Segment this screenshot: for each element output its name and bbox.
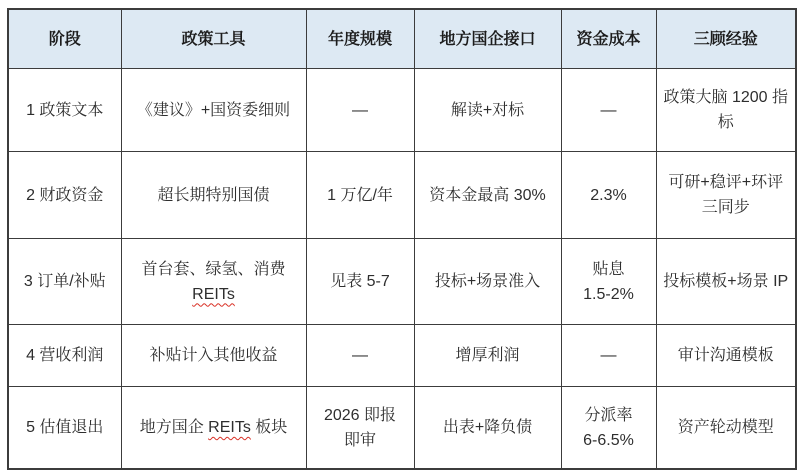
cell-policy-tool: 超长期特别国债 (121, 152, 306, 239)
cell-soe-interface: 投标+场景准入 (414, 239, 561, 325)
table-row-valuation-exit (8, 387, 796, 470)
cell-soe-interface: 资本金最高 30% (414, 152, 561, 239)
cell-capital-cost: — (561, 69, 656, 152)
table-row-revenue-profit (8, 325, 796, 387)
cell-policy-tool (121, 387, 306, 470)
misspelled-word: REITs (208, 419, 251, 436)
cell-text-line2: 即审 (343, 431, 376, 449)
cell-stage: 3 订单/补贴 (8, 239, 121, 325)
cell-sangu-experience: 审计沟通模板 (656, 325, 796, 387)
policy-stage-table (7, 8, 797, 470)
cell-capital-cost (561, 387, 656, 470)
cell-sangu-experience: 可研+稳评+环评三同步 (656, 152, 796, 239)
cell-soe-interface: 出表+降负债 (414, 387, 561, 470)
cell-text: 板块 (250, 419, 288, 436)
cell-annual-scale (306, 387, 414, 470)
cell-text: 地方国企 (139, 419, 209, 436)
cell-annual-scale: — (306, 69, 414, 152)
cell-stage: 1 政策文本 (8, 69, 121, 152)
cell-annual-scale: 见表 5-7 (306, 239, 414, 325)
cell-capital-cost: 2.3% (561, 152, 656, 239)
cell-stage: 4 营收利润 (8, 325, 121, 387)
header-cell-capital-cost: 资金成本 (561, 9, 656, 69)
table-row-fiscal-funds (8, 152, 796, 239)
cell-sangu-experience: 政策大脑 1200 指标 (656, 69, 796, 152)
cell-text-line1: 贴息 (592, 260, 625, 278)
cell-stage: 2 财政资金 (8, 152, 121, 239)
header-cell-annual-scale: 年度规模 (306, 9, 414, 69)
cell-sangu-experience: 投标模板+场景 IP (656, 239, 796, 325)
cell-soe-interface: 增厚利润 (414, 325, 561, 387)
cell-text-line2: 6-6.5% (583, 431, 634, 449)
cell-text: 首台套、绿氢、消费 (141, 260, 286, 278)
header-cell-policy-tool: 政策工具 (121, 9, 306, 69)
cell-soe-interface: 解读+对标 (414, 69, 561, 152)
misspelled-word: REITs (192, 285, 235, 303)
cell-text-line1: 2026 即报 (323, 406, 397, 424)
header-cell-stage: 阶段 (8, 9, 121, 69)
cell-annual-scale: — (306, 325, 414, 387)
cell-capital-cost (561, 239, 656, 325)
cell-text-line2: 1.5-2% (583, 285, 634, 303)
cell-annual-scale: 1 万亿/年 (306, 152, 414, 239)
header-cell-soe-interface: 地方国企接口 (414, 9, 561, 69)
header-cell-sangu-experience: 三顾经验 (656, 9, 796, 69)
table-row-orders-subsidies (8, 239, 796, 325)
cell-stage: 5 估值退出 (8, 387, 121, 470)
cell-sangu-experience: 资产轮动模型 (656, 387, 796, 470)
table-header-row (8, 9, 796, 69)
cell-policy-tool: 《建议》+国资委细则 (121, 69, 306, 152)
cell-text-line1: 分派率 (584, 406, 633, 424)
table-row-policy-text (8, 69, 796, 152)
cell-policy-tool (121, 239, 306, 325)
cell-capital-cost: — (561, 325, 656, 387)
cell-policy-tool: 补贴计入其他收益 (121, 325, 306, 387)
